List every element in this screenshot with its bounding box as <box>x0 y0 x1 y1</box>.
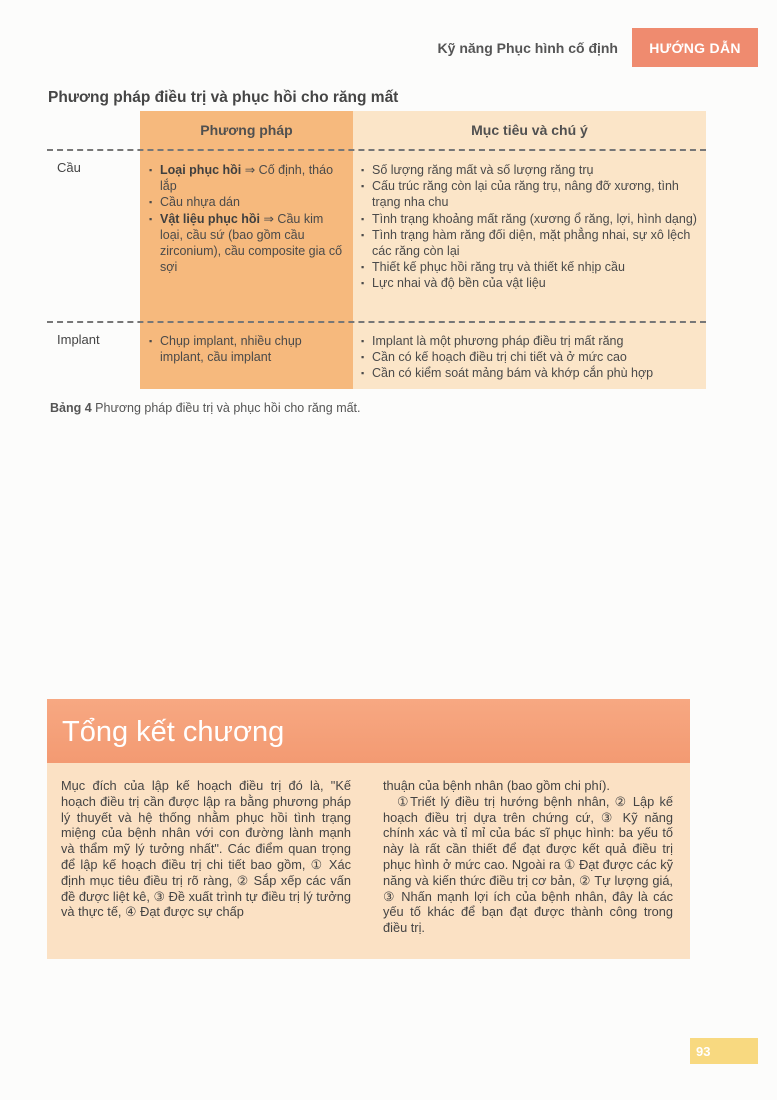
list-item: ▪ Cần có kiểm soát mảng bám và khớp cắn phù hợp <box>360 365 700 381</box>
list-item: ▪ Implant là một phương pháp điều trị mất răng <box>360 333 700 349</box>
bridge-goal-list <box>360 162 700 292</box>
row-label-bridge: Cầu <box>57 160 81 175</box>
summary-left-column <box>61 778 351 920</box>
table-divider <box>47 149 706 151</box>
summary-paragraph: Mục đích của lập kế hoạch điều trị đó là, "Kế hoạch điều trị cần được lập ra bằng phương pháp lý thuyết và hệ thống nhằm phục hồi tình trạng miệng của bệnh nhân với con đường lành mạnh và thẩm mỹ lý tưởng nhất". Các điểm quan trọng để lập kế hoạch điều trị chi tiết bao gồm, ① Xác định mục tiêu điều trị rõ ràng, ② Sắp xếp các vấn đề được liệt kê, ③ Đề xuất trình tự điều trị lý tưởng và thực tế, ④ Đạt được sự chấp <box>61 778 351 920</box>
table-divider <box>47 321 706 323</box>
implant-method-list <box>148 333 346 365</box>
running-header-title: Kỹ năng Phục hình cố định <box>437 40 618 56</box>
list-item: ▪ Tình trạng khoảng mất răng (xương ổ răng, lợi, hình dạng) <box>360 211 700 227</box>
list-item: ▪ Cầu nhựa dán <box>148 194 346 210</box>
page-number: 93 <box>690 1038 758 1064</box>
list-item: ▪ Cấu trúc răng còn lại của răng trụ, nâng đỡ xương, tình trạng nha chu <box>360 178 700 210</box>
table-title: Phương pháp điều trị và phục hồi cho răng mất <box>48 89 399 106</box>
list-item: ▪ Loại phục hồi ⇒ Cố định, tháo lắp <box>148 162 346 194</box>
summary-paragraph: ①Triết lý điều trị hướng bệnh nhân, ② Lập kế hoạch điều trị dựa trên chứng cứ, ③ Kỹ năng chính xác và tỉ mỉ của bác sĩ phục hình: ba yếu tố này là rất cần thiết để đạt được kết quả điều trị phục hình ở mức cao. Ngoài ra ① Đạt được các kỹ năng và kiến thức điều trị cơ bản, ② Tự lượng giá, ③ Nhấn mạnh lợi ích của bệnh nhân, đây là các yếu tố khác để bạn đạt được thành công trong điều trị. <box>383 793 673 936</box>
section-badge: HƯỚNG DẪN <box>632 28 758 67</box>
row-label-implant: Implant <box>57 332 100 347</box>
table-header-method: Phương pháp <box>200 122 293 138</box>
list-item: ▪ Thiết kế phục hồi răng trụ và thiết kế nhịp cầu <box>360 259 700 275</box>
implant-goal-list <box>360 333 700 382</box>
bridge-method-list <box>148 162 346 275</box>
summary-right-column <box>383 778 673 936</box>
list-item: ▪ Vật liệu phục hồi ⇒ Cầu kim loại, cầu sứ (bao gồm cầu zirconium), cầu composite gia cố sợi <box>148 211 346 276</box>
list-item: ▪ Lực nhai và độ bền của vật liệu <box>360 275 700 291</box>
list-item: ▪ Số lượng răng mất và số lượng răng trụ <box>360 162 700 178</box>
summary-paragraph: thuận của bệnh nhân (bao gồm chi phí). <box>383 778 610 793</box>
table-caption: Bảng 4 Phương pháp điều trị và phục hồi cho răng mất. <box>50 401 361 415</box>
list-item: ▪ Cần có kế hoạch điều trị chi tiết và ở mức cao <box>360 349 700 365</box>
summary-title: Tổng kết chương <box>62 716 285 748</box>
table-header-goal: Mục tiêu và chú ý <box>471 122 588 138</box>
list-item: ▪ Tình trạng hàm răng đối diện, mặt phẳng nhai, sự xô lệch các răng còn lại <box>360 227 700 259</box>
list-item: ▪ Chụp implant, nhiều chụp implant, cầu implant <box>148 333 346 365</box>
